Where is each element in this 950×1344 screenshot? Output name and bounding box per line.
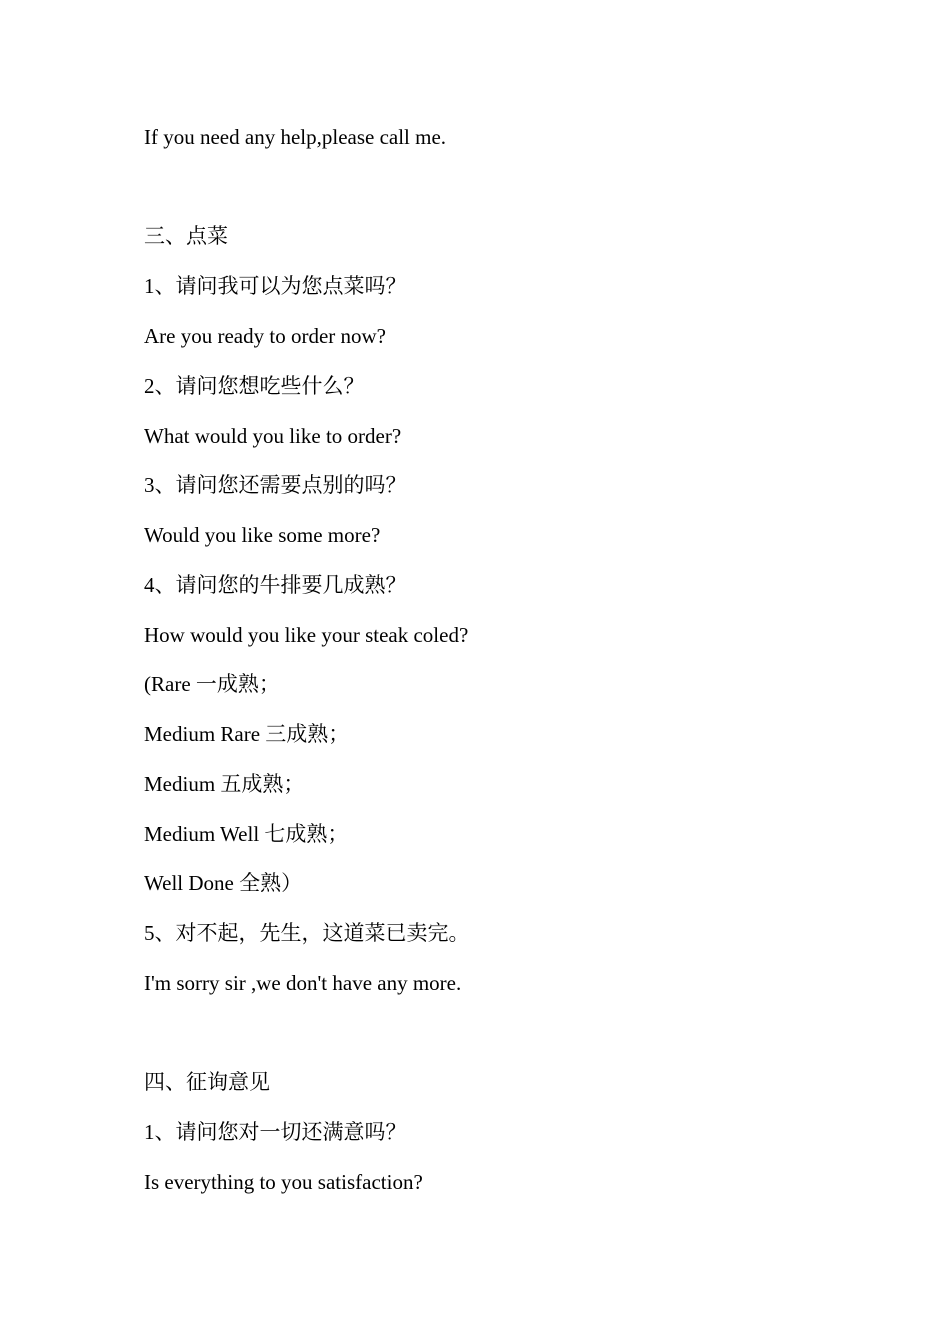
ordering-q5-chinese: 5、对不起，先生，这道菜已卖完。 xyxy=(144,921,470,945)
ordering-q1-english: Are you ready to order now? xyxy=(144,324,386,348)
ordering-q4-english: How would you like your steak coled? xyxy=(144,623,469,647)
doneness-medium-well: Medium Well 七成熟； xyxy=(144,822,349,846)
section-heading-ordering: 三、点菜 xyxy=(144,224,228,248)
doneness-medium-rare: Medium Rare 三成熟； xyxy=(144,722,350,746)
doneness-rare: (Rare 一成熟； xyxy=(144,672,280,696)
doneness-well-done: Well Done 全熟） xyxy=(144,871,303,895)
ordering-q2-english: What would you like to order? xyxy=(144,424,402,448)
ordering-q2-chinese: 2、请问您想吃些什么？ xyxy=(144,374,365,398)
section-heading-feedback: 四、征询意见 xyxy=(144,1070,270,1094)
ordering-q1-chinese: 1、请问我可以为您点菜吗？ xyxy=(144,274,407,298)
feedback-q1-english: Is everything to you satisfaction? xyxy=(144,1170,423,1194)
ordering-q3-english: Would you like some more? xyxy=(144,523,381,547)
doneness-medium: Medium 五成熟； xyxy=(144,772,305,796)
help-offer-text: If you need any help,please call me. xyxy=(144,125,447,149)
ordering-q4-chinese: 4、请问您的牛排要几成熟？ xyxy=(144,573,407,597)
ordering-q5-english: I'm sorry sir ,we don't have any more. xyxy=(144,971,462,995)
feedback-q1-chinese: 1、请问您对一切还满意吗？ xyxy=(144,1120,407,1144)
ordering-q3-chinese: 3、请问您还需要点别的吗？ xyxy=(144,473,407,497)
